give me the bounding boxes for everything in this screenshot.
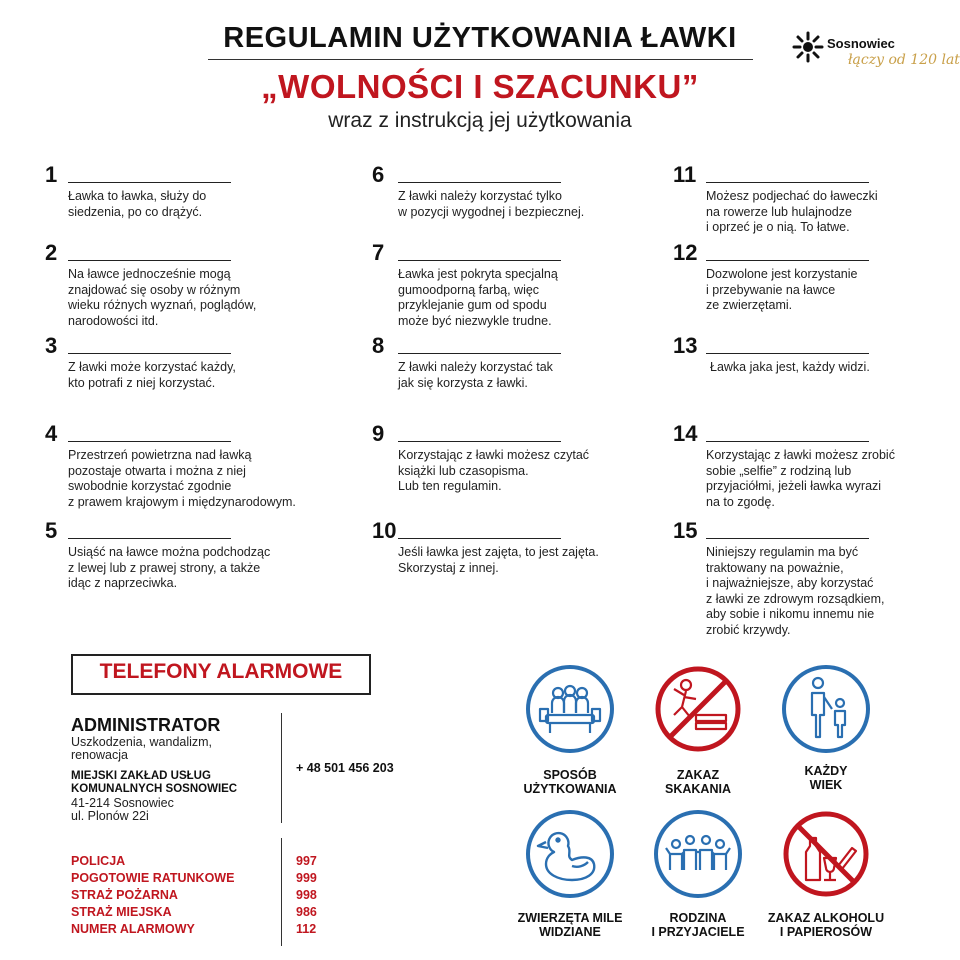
rule-number: 10 [372,518,397,543]
emergency-phone-number[interactable]: 986 [296,905,317,919]
rule-number: 9 [372,421,385,446]
rule-underline [398,260,561,261]
people-on-bench-icon [524,663,616,755]
administrator-heading: ADMINISTRATOR [71,715,221,735]
pictogram-label: RODZINA I PRZYJACIELE [651,911,745,939]
rule-number: 7 [372,240,385,265]
rule-text: Korzystając z ławki możesz zrobić sobie „selfie” z rodziną lub przyjaciółmi, jeżeli ławka wyrazi na to zgodę. [706,448,895,509]
rule-number: 4 [45,421,58,446]
rule-underline [706,353,869,354]
page-subtitle: „WOLNOŚCI I SZACUNKU” [261,68,699,105]
emergency-title: TELEFONY ALARMOWE [99,660,343,683]
emergency-phone-number[interactable]: 112 [296,922,317,936]
pictogram-label: ZAKAZ SKAKANIA [665,768,731,796]
rule-underline [398,182,561,183]
rule-text: Z ławki należy korzystać tak jak się korzysta z ławki. [398,360,553,390]
rule-number: 13 [673,333,698,358]
rule-underline [398,441,561,442]
rule-underline [706,260,869,261]
rule-number: 1 [45,162,58,187]
rule-underline [398,538,561,539]
rule-underline [68,441,231,442]
title-divider [208,59,753,60]
rule-number: 11 [673,162,697,187]
rule-underline [68,538,231,539]
rule-text: Przestrzeń powietrzna nad ławką pozostaje otwarta i można z niej swobodnie korzystać zgodnie z prawem krajowym i międzynarodowym. [68,448,296,509]
rule-text: Korzystając z ławki możesz czytać książki lub czasopisma. Lub ten regulamin. [398,448,590,493]
pictogram-label: SPOSÓB UŻYTKOWANIA [523,768,617,796]
rule-number: 2 [45,240,58,265]
rule-number: 12 [673,240,698,265]
rule-text: Niniejszy regulamin ma być traktowany na poważnie, i najważniejsze, aby korzystać z ławki ze zdrowym rozsądkiem, aby sobie i nikomu innemu nie zrobić krzywdy. [706,545,885,637]
emergency-service-name: NUMER ALARMOWY [71,922,195,936]
column-divider [281,713,282,823]
adult-and-child-icon [780,663,872,755]
rule-number: 8 [372,333,385,358]
rule-number: 15 [673,518,698,543]
rule-number: 6 [372,162,385,187]
rule-underline [706,182,869,183]
rule-text: Dozwolone jest korzystanie i przebywanie na ławce ze zwierzętami. [706,267,858,312]
rule-number: 3 [45,333,58,358]
rule-underline [706,441,869,442]
rule-underline [706,538,869,539]
rule-text: Z ławki może korzystać każdy, kto potrafi z niej korzystać. [68,360,236,390]
rule-text: Ławka jest pokryta specjalną gumoodporną farbą, więc przyklejanie gum od spodu może być niezwykle trudne. [398,267,558,328]
emergency-phone-number[interactable]: 999 [296,871,317,885]
pictogram-label: KAŻDY WIEK [804,764,848,792]
rule-underline [68,182,231,183]
pictogram-label: ZWIERZĘTA MILE WIDZIANE [517,911,623,939]
pictogram-label: ZAKAZ ALKOHOLU I PAPIEROSÓW [767,911,885,939]
rule-text: Jeśli ławka jest zajęta, to jest zajęta. Skorzystaj z innej. [398,545,599,575]
administrator-description: Uszkodzenia, wandalizm, renowacja [71,735,213,762]
rule-number: 5 [45,518,58,543]
rule-underline [68,353,231,354]
rule-underline [68,260,231,261]
column-divider [281,838,282,946]
emergency-service-name: POGOTOWIE RATUNKOWE [71,871,235,885]
emergency-phone-number[interactable]: 997 [296,854,317,868]
emergency-service-name: STRAŻ POŻARNA [71,888,178,902]
emergency-service-name: POLICJA [71,854,126,868]
administrator-phone[interactable]: + 48 501 456 203 [296,761,394,775]
rule-text: Ławka to ławka, służy do siedzenia, po co drążyć. [68,189,207,219]
rule-text: Możesz podjechać do ławeczki na rowerze lub hulajnodze i oprzeć je o nią. To łatwe. [706,189,878,234]
rule-text: Z ławki należy korzystać tylko w pozycji wygodnej i bezpiecznej. [398,189,585,219]
no-alcohol-cigarette-icon [780,808,872,900]
page-title: REGULAMIN UŻYTKOWANIA ŁAWKI [223,22,737,54]
duck-icon [524,808,616,900]
logo-name: Sosnowiec [827,36,895,51]
no-jumping-icon [652,663,744,755]
family-group-icon [652,808,744,900]
rule-text: Ławka jaka jest, każdy widzi. [710,360,870,374]
logo-tagline: łączy od 120 lat [848,52,960,68]
emergency-phone-number[interactable]: 998 [296,888,317,902]
rule-text: Usiąść na ławce można podchodząc z lewej lub z prawej strony, a także idąc z naprzeciwka. [68,545,271,590]
rule-underline [398,353,561,354]
rule-number: 14 [673,421,698,446]
emergency-service-name: STRAŻ MIEJSKA [71,905,172,919]
page-tagline: wraz z instrukcją jej użytkowania [328,109,632,132]
organization-address: 41-214 Sosnowiec ul. Plonów 22i [71,796,174,823]
rule-text: Na ławce jednocześnie mogą znajdować się osoby w różnym wieku różnych wyznań, poglądów, narodowości itd. [68,267,257,328]
organization-name: MIEJSKI ZAKŁAD USŁUG KOMUNALNYCH SOSNOWIEC [71,770,238,795]
